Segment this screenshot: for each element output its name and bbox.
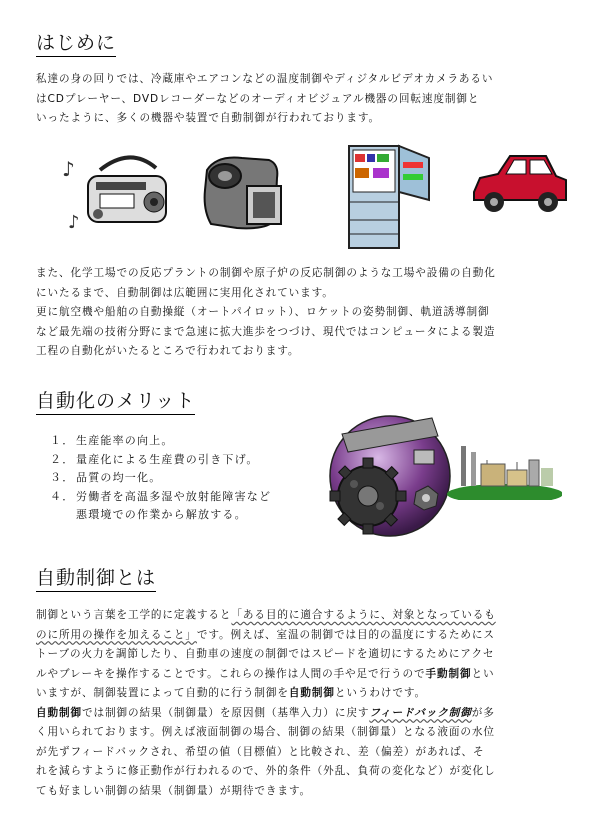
control-text: トーブの火力を調節したり、自動車の速度の制御ではスピードを適切にするためにアクセ — [36, 648, 495, 660]
intro-p2-line: など最先端の技術分野にまで急速に拡大進歩をつづけ、現代ではコンピュータによる製造 — [36, 325, 496, 338]
manual-control-term: 手動制御 — [425, 667, 472, 680]
control-text: 制御という言葉を工学的に定義すると — [36, 609, 232, 621]
intro-paragraph-2 — [36, 264, 496, 362]
control-text: く用いられております。例えば液面制御の場合、制御の結果（制御量）となる液面の水位 — [36, 726, 495, 738]
merits-list — [50, 432, 271, 525]
radio-cassette-icon — [60, 148, 170, 238]
list-item — [50, 488, 271, 507]
car-icon — [470, 150, 570, 220]
video-camera-icon — [197, 150, 292, 235]
control-heading: 自動制御とは — [36, 563, 156, 592]
control-text: いますが、制御装置によって自動的に行う制御を — [36, 687, 289, 699]
intro-p1-line: はCDプレーヤー、DVDレコーダーなどのオーディオビジュアル機器の回転速度制御と — [36, 92, 480, 105]
control-text: が多 — [471, 706, 495, 719]
list-item-text: 量産化による生産費の引き下げ。 — [76, 452, 259, 466]
control-paragraph — [36, 606, 496, 801]
control-text: です。例えば、室温の制御では目的の温度にするためにス — [196, 628, 495, 641]
svg-text:♪: ♪ — [62, 157, 75, 181]
list-item-text: 品質の均一化。 — [76, 471, 162, 484]
intro-p1-line: いったように、多くの機器や装置で自動制御が行われております。 — [36, 112, 380, 124]
intro-p2-line: 工程の自動化がいたるところで行われております。 — [36, 345, 300, 357]
control-text: とい — [471, 667, 495, 680]
intro-p2-line: にいたるまで、自動制御は広範囲に実用化されています。 — [36, 286, 334, 299]
merits-heading: 自動化のメリット — [36, 386, 195, 415]
intro-p2-line: また、化学工場での反応プラントの制御や原子炉の反応制御のような工場や設備の自動化 — [36, 267, 496, 279]
automatic-control-term: 自動制御 — [36, 706, 82, 719]
list-item-text: 労働者を高温多湿や放射能障害など — [76, 489, 272, 503]
control-text: ルやブレーキを操作することです。これらの操作は人間の手や足で行うので — [36, 667, 426, 680]
factory-icon — [447, 440, 562, 500]
automatic-control-term: 自動制御 — [288, 687, 335, 699]
list-item — [50, 469, 271, 488]
list-item-continuation: 悪環境での作業から解放する。 — [76, 508, 247, 521]
list-item — [50, 451, 271, 470]
intro-heading: はじめに — [36, 28, 116, 57]
list-item-number: ４． — [50, 489, 75, 503]
list-item-number: ２． — [50, 452, 75, 466]
control-text: が先ずフィードバックされ、希望の値（目標値）と比較され、差（偏差）があれば、そ — [36, 745, 485, 758]
definition-text: 「ある目的に適合するように、対象となっているも — [231, 609, 496, 621]
industry-gear-icon — [322, 410, 452, 545]
intro-paragraph-1 — [36, 70, 493, 129]
list-item-text: 生産能率の向上。 — [76, 434, 174, 447]
list-item — [50, 432, 271, 451]
refrigerator-icon — [343, 140, 433, 252]
svg-text:♪: ♪ — [68, 212, 80, 233]
intro-p2-line: 更に航空機や船舶の自動操縦（オートパイロット）、ロケットの姿勢制御、軌道誘導制御 — [36, 306, 490, 318]
control-text: というわけです。 — [334, 687, 426, 699]
control-text: ても好ましい制御の結果（制御量）が期待できます。 — [36, 784, 311, 797]
control-text: では制御の結果（制御量）を原因側（基準入力）に戻す — [81, 706, 370, 719]
intro-p1-line: 私達の身の回りでは、冷蔵庫やエアコンなどの温度制御やディジタルビデオカメラあるい — [36, 73, 494, 85]
control-text: れを減らすように修正動作が行われるので、外的条件（外乱、負荷の変化など）が変化し — [36, 765, 496, 777]
list-item-number: ３． — [50, 471, 75, 484]
definition-text: のに所用の操作を加えること」 — [36, 628, 197, 641]
list-item-number: １． — [50, 434, 75, 447]
feedback-control-term: フィードバック制御 — [369, 706, 472, 719]
